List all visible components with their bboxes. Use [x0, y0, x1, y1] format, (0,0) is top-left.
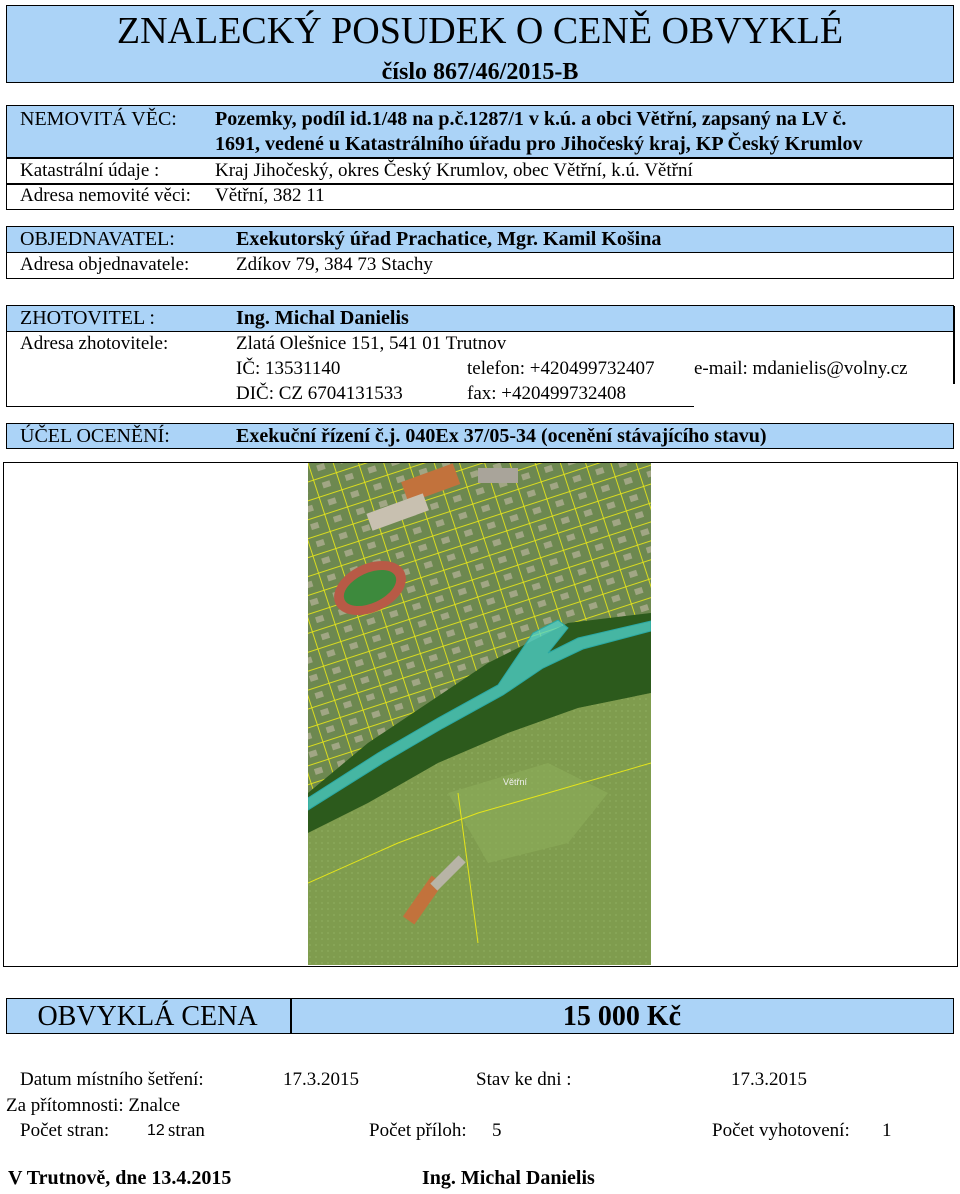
contractor-fax: fax: +420499732408	[467, 383, 627, 404]
cadastral-aerial-map	[308, 463, 651, 965]
orderer-label: OBJEDNAVATEL:	[20, 228, 175, 250]
orderer-address-value: Zdíkov 79, 384 73 Stachy	[236, 254, 433, 275]
contractor-label: ZHOTOVITEL :	[20, 307, 155, 329]
place-and-date: V Trutnově, dne 13.4.2015	[8, 1167, 232, 1189]
contractor-email: e-mail: mdanielis@volny.cz	[694, 358, 908, 379]
divider	[953, 306, 955, 384]
attachments-value: 5	[492, 1120, 502, 1141]
pages-label: Počet stran:	[20, 1120, 110, 1141]
orderer-name: Exekutorský úřad Prachatice, Mgr. Kamil Košina	[236, 228, 662, 250]
purpose-label: ÚČEL OCENĚNÍ:	[20, 425, 170, 447]
purpose-value: Exekuční řízení č.j. 040Ex 37/05-34 (ocenění stávajícího stavu)	[236, 425, 767, 447]
attachments-label: Počet příloh:	[369, 1120, 467, 1141]
property-address-label: Adresa nemovité věci:	[20, 185, 191, 206]
presence-text: Za přítomnosti: Znalce	[6, 1095, 181, 1116]
price-label: OBVYKLÁ CENA	[37, 1001, 258, 1032]
state-date-label: Stav ke dni :	[476, 1069, 572, 1090]
property-line-1: Pozemky, podíl id.1/48 na p.č.1287/1 v k.ú. a obci Větřní, zapsaný na LV č.	[215, 108, 847, 130]
document-number: číslo 867/46/2015-B	[381, 59, 579, 85]
pages-value: 12	[147, 1122, 165, 1139]
title-box	[6, 5, 954, 83]
state-date: 17.3.2015	[731, 1069, 807, 1090]
building	[478, 468, 518, 483]
copies-label: Počet vyhotovení:	[712, 1120, 850, 1141]
orderer-address-label: Adresa objednavatele:	[20, 254, 190, 275]
signature-name: Ing. Michal Danielis	[422, 1167, 595, 1189]
pages-unit: stran	[168, 1120, 205, 1141]
property-address-value: Větřní, 382 11	[215, 185, 325, 206]
contractor-dic: DIČ: CZ 6704131533	[236, 383, 403, 404]
survey-date: 17.3.2015	[283, 1069, 359, 1090]
property-label: NEMOVITÁ VĚC:	[20, 108, 177, 130]
contractor-ic: IČ: 13531140	[236, 358, 341, 379]
document-title: ZNALECKÝ POSUDEK O CENĚ OBVYKLÉ	[116, 10, 844, 52]
property-line-2: 1691, vedené u Katastrálního úřadu pro Jihočeský kraj, KP Český Krumlov	[215, 133, 863, 155]
contractor-address-label: Adresa zhotovitele:	[20, 333, 169, 354]
contractor-phone: telefon: +420499732407	[467, 358, 655, 379]
survey-date-label: Datum místního šetření:	[20, 1069, 204, 1090]
contractor-name: Ing. Michal Danielis	[236, 307, 409, 329]
contractor-address-value: Zlatá Olešnice 151, 541 01 Trutnov	[236, 333, 507, 354]
cadastre-value: Kraj Jihočeský, okres Český Krumlov, obec Větřní, k.ú. Větřní	[215, 160, 693, 181]
map-place-label: Větřní	[503, 777, 528, 787]
copies-value: 1	[882, 1120, 892, 1141]
cadastre-label: Katastrální údaje :	[20, 160, 160, 181]
border-gap	[694, 405, 956, 409]
price-value: 15 000 Kč	[562, 1001, 682, 1032]
